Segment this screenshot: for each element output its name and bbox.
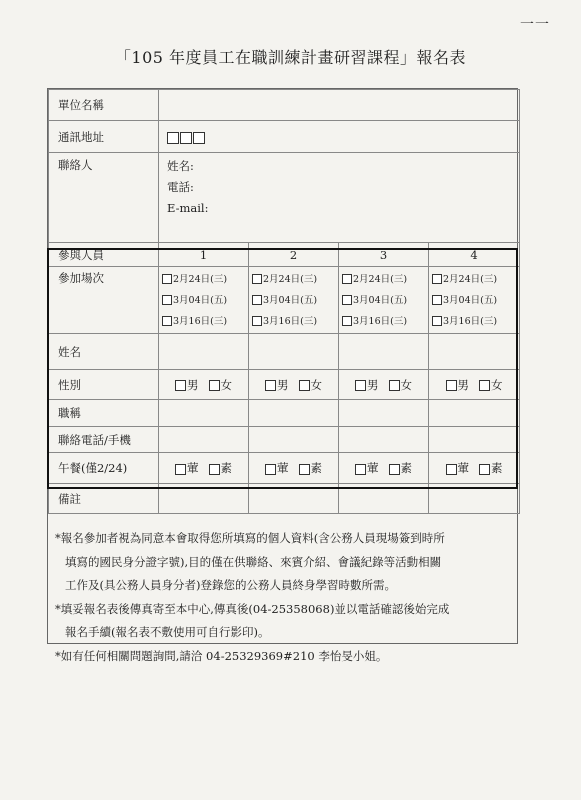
participant-number: 2 <box>249 243 339 267</box>
row-name <box>49 334 520 370</box>
row-contact <box>49 153 520 243</box>
note-line: *報名參加者視為同意本會取得您所填寫的個人資料(含公務人員現場簽到時所 <box>55 531 445 545</box>
male-text: 男 <box>367 377 379 392</box>
job-title-field[interactable] <box>339 400 429 427</box>
date-option[interactable] <box>249 269 338 290</box>
lunch-options <box>429 453 520 484</box>
checkbox-female[interactable] <box>479 380 490 391</box>
checkbox[interactable] <box>432 274 442 284</box>
date-option[interactable] <box>339 269 428 290</box>
meat-text: 葷 <box>277 461 289 475</box>
checkbox[interactable] <box>252 274 262 284</box>
participant-number: 4 <box>429 243 520 267</box>
checkbox[interactable] <box>342 274 352 284</box>
row-gender <box>49 370 520 400</box>
note-line: *填妥報名表後傳真寄至本中心,傳真後(04-25358068)並以電話確認後始完成 <box>55 601 450 616</box>
contact-name-label: 姓名: <box>167 159 194 173</box>
gender-options <box>159 370 249 400</box>
name-label: 姓名 <box>49 334 159 370</box>
date-text: 3月04日(五) <box>173 294 228 306</box>
remarks-field[interactable] <box>429 484 520 514</box>
checkbox-meat[interactable] <box>265 464 276 475</box>
row-phone <box>49 427 520 453</box>
contact-label: 聯絡人 <box>49 153 159 243</box>
checkbox[interactable] <box>162 295 172 305</box>
date-text: 2月24日(三) <box>443 273 498 285</box>
date-text: 3月16日(三) <box>173 315 228 327</box>
checkbox-vegetarian[interactable] <box>299 464 310 475</box>
date-option[interactable] <box>249 290 338 311</box>
date-option[interactable] <box>429 269 519 290</box>
checkbox-meat[interactable] <box>175 464 186 475</box>
unit-field[interactable] <box>159 90 520 121</box>
postal-code-box[interactable] <box>193 132 205 144</box>
checkbox-female[interactable] <box>209 380 220 391</box>
remarks-field[interactable] <box>339 484 429 514</box>
row-lunch <box>49 453 520 484</box>
venue-dates-cell <box>339 267 429 334</box>
checkbox[interactable] <box>252 295 262 305</box>
date-text: 3月04日(五) <box>263 294 318 306</box>
checkbox[interactable] <box>162 316 172 326</box>
remarks-field[interactable] <box>249 484 339 514</box>
form-title: 「105 年度員工在職訓練計畫研習課程」報名表 <box>114 48 467 67</box>
gender-options <box>429 370 520 400</box>
lunch-options <box>339 453 429 484</box>
checkbox-male[interactable] <box>265 380 276 391</box>
vegetarian-text: 素 <box>310 461 322 475</box>
checkbox-vegetarian[interactable] <box>389 464 400 475</box>
vegetarian-text: 素 <box>220 461 232 475</box>
female-text: 女 <box>220 377 232 392</box>
date-text: 2月24日(三) <box>353 273 408 285</box>
participants-label: 參與人員 <box>49 243 159 267</box>
vegetarian-text: 素 <box>491 461 503 475</box>
remarks-label: 備註 <box>49 484 159 514</box>
row-venue <box>49 267 520 334</box>
page-corner-mark: 一一 <box>520 17 550 33</box>
name-field[interactable] <box>159 334 249 370</box>
date-text: 3月16日(三) <box>443 315 498 327</box>
job-title-field[interactable] <box>249 400 339 427</box>
job-title-field[interactable] <box>429 400 520 427</box>
address-field[interactable] <box>159 121 520 153</box>
female-text: 女 <box>310 377 322 392</box>
checkbox-female[interactable] <box>389 380 400 391</box>
venue-dates-cell <box>249 267 339 334</box>
phone-field[interactable] <box>159 427 249 453</box>
date-text: 2月24日(三) <box>263 273 318 285</box>
phone-field[interactable] <box>249 427 339 453</box>
meat-text: 葷 <box>367 461 379 475</box>
row-remarks <box>49 484 520 514</box>
job-title-field[interactable] <box>159 400 249 427</box>
form-notes <box>55 527 515 668</box>
form-table <box>48 89 520 514</box>
lunch-label: 午餐(僅2/24) <box>49 453 159 484</box>
vegetarian-text: 素 <box>400 461 412 475</box>
checkbox[interactable] <box>252 316 262 326</box>
meat-text: 葷 <box>457 461 469 475</box>
phone-field[interactable] <box>339 427 429 453</box>
checkbox-female[interactable] <box>299 380 310 391</box>
date-option[interactable] <box>429 290 519 311</box>
date-option[interactable] <box>159 311 248 332</box>
date-option[interactable] <box>429 311 519 332</box>
contact-phone-label: 電話: <box>167 180 194 194</box>
note-line: 填寫的國民身分證字號),目的僅在供聯絡、來賓介紹、會議紀錄等活動相關 <box>65 554 442 569</box>
participant-number: 1 <box>159 243 249 267</box>
lunch-options <box>249 453 339 484</box>
meat-text: 葷 <box>187 461 199 475</box>
female-text: 女 <box>491 377 503 392</box>
note-line: 報名手續(報名表不敷使用可自行影印)。 <box>65 625 270 639</box>
job-title-label: 職稱 <box>49 400 159 427</box>
note-line: *如有任何相關問題詢問,請洽 04-25329369#210 李怡旻小姐。 <box>55 648 388 663</box>
male-text: 男 <box>457 377 469 392</box>
contact-field[interactable] <box>159 153 520 243</box>
checkbox[interactable] <box>342 295 352 305</box>
gender-options <box>249 370 339 400</box>
venue-dates-cell <box>429 267 520 334</box>
date-text: 3月16日(三) <box>263 315 318 327</box>
contact-email-label: E-mail: <box>167 201 209 215</box>
name-field[interactable] <box>429 334 520 370</box>
unit-label: 單位名稱 <box>49 90 159 121</box>
checkbox-male[interactable] <box>355 380 366 391</box>
name-field[interactable] <box>249 334 339 370</box>
date-option[interactable] <box>249 311 338 332</box>
row-unit <box>49 90 520 121</box>
checkbox-vegetarian[interactable] <box>209 464 220 475</box>
date-text: 3月04日(五) <box>443 294 498 306</box>
note-line: 工作及(具公務人員身分者)登錄您的公務人員終身學習時數所需。 <box>65 578 396 592</box>
participant-number: 3 <box>339 243 429 267</box>
phone-field[interactable] <box>429 427 520 453</box>
phone-label: 聯絡電話/手機 <box>49 427 159 453</box>
female-text: 女 <box>400 377 412 392</box>
venue-label: 參加場次 <box>49 267 159 334</box>
address-label: 通訊地址 <box>49 121 159 153</box>
row-title <box>49 400 520 427</box>
date-text: 2月24日(三) <box>173 273 228 285</box>
date-option[interactable] <box>159 290 248 311</box>
lunch-options <box>159 453 249 484</box>
checkbox-vegetarian[interactable] <box>479 464 490 475</box>
checkbox-male[interactable] <box>175 380 186 391</box>
postal-code-box[interactable] <box>180 132 192 144</box>
checkbox-meat[interactable] <box>355 464 366 475</box>
remarks-field[interactable] <box>159 484 249 514</box>
checkbox[interactable] <box>342 316 352 326</box>
male-text: 男 <box>277 377 289 392</box>
postal-code-box[interactable] <box>167 132 179 144</box>
checkbox[interactable] <box>432 295 442 305</box>
checkbox[interactable] <box>162 274 172 284</box>
name-field[interactable] <box>339 334 429 370</box>
checkbox-male[interactable] <box>446 380 457 391</box>
date-option[interactable] <box>339 311 428 332</box>
gender-label: 性別 <box>49 370 159 400</box>
date-option[interactable] <box>159 269 248 290</box>
row-participants <box>49 243 520 267</box>
checkbox-meat[interactable] <box>446 464 457 475</box>
date-text: 3月16日(三) <box>353 315 408 327</box>
date-option[interactable] <box>339 290 428 311</box>
row-address <box>49 121 520 153</box>
date-text: 3月04日(五) <box>353 294 408 306</box>
male-text: 男 <box>187 377 199 392</box>
gender-options <box>339 370 429 400</box>
checkbox[interactable] <box>432 316 442 326</box>
venue-dates-cell <box>159 267 249 334</box>
